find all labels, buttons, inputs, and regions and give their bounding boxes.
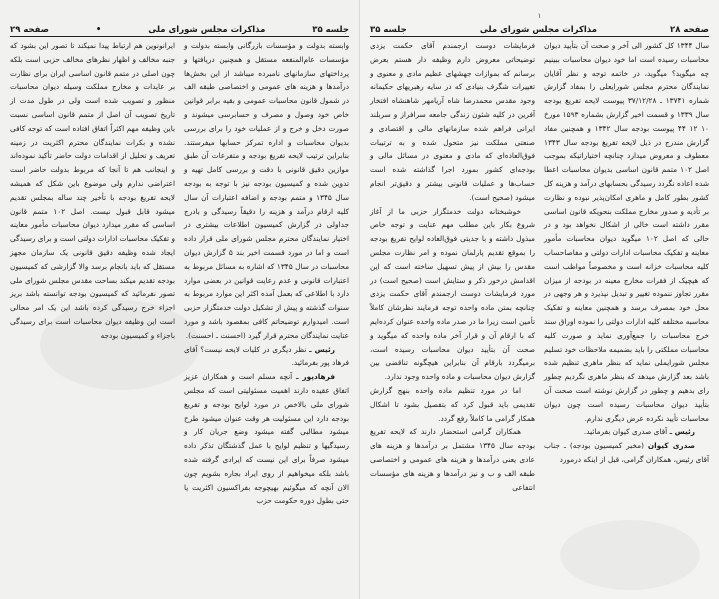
top-mark: ۱ <box>537 12 542 20</box>
page-header <box>370 23 709 37</box>
paragraph: ایرانونوین هم ارتباط پیدا نمیکند تا تصور این بشود که جنبه مخالف و اظهار نظرهای مخالف حزبی است بلکه چون اصلی در متمم قانون اساسی ایران برای نظارت بر عایدات و مخارج مملکت وسیله دیوان محاسبات منظور و تصویب شده است ولی در طول مدت از تاریخ تصویب آن اصل از متمم قانون اساسی نسبت باین وظیفه مهم اکثراً اتفاق افتاده است که توجه کافی نشده و بکرات نمایندگان محترم اکثریت در زمینه تعریف و تحلیل از اقدامات دولت حاضر تأکید نموده‌اند و اینجانب هم تا آنجا که مربوط بدولت حاضر است اعتراضی ندارم ولی موضوع باین شکل که همیشه لایحه تفریغ بودجه با تأخیر چند ساله بمجلس تقدیم میشود قابل قبول نیست. اصل ۱۰۲ متمم قانون اساسی که مقرر میدارد دیوان محاسبات مأمور معاینه و تفکیک محاسبات ادارات دولتی است و برای رسیدگی ایجاد شده وظیفه دقیق قانونی یک سازمان مجهز مستقل که باید بانجام برسد والا گزارشی که کمیسیون بودجه تقدیم میکند بساحت مقدس مجلس شورای ملی تصور نفرمائید که کمیسیون بودجه توانسته باشد بریز اجزاء خرج رسیدگی کرده باشد این یک امر محالی است این وظیفه دیوان محاسبات است برای رسیدگی باجزاء و کمیسیون بودجه <box>10 41 175 340</box>
page-number: صفحه ۲۸ <box>670 25 709 35</box>
page-header <box>10 23 349 37</box>
speaker-name: رئیس ـ <box>309 344 335 354</box>
paragraph: خوشبختانه دولت خدمتگزار حزبی ما از آغاز شروع بکار باین مطلب مهم عنایت و توجه خاص مبذول داشته و با جدیتی فوق‌العاده لوایح تفریغ بودجه را بموقع تقدیم پارلمان نموده و امر نظارت مجلس مقدس را بیش از پیش تسهیل ساخته است که این اقدامش درخور ذکر و ستایش است (صحیح است) در مورد فرمایشات دوست ارجمندم آقای حکمت یزدی چنانچه بمتن ماده واحده توجه فرمایند نظرشان کاملاً تأمین است زیرا ما در صدر ماده واحده عنوان کرده‌ایم که با ارقام آن و قرار آخر ماده واحده که میگوید و صحت آن بتأیید دیوان محاسبات رسیده است، برمیگردد بارقام آن بنابراین هیچگونه تناقضی بین گزارش دیوان محاسبات و ماده واحده وجود ندارد. <box>370 206 535 382</box>
center-mark: • <box>95 25 102 35</box>
running-title: مذاکرات مجلس شورای ملی <box>148 25 266 35</box>
session-label: جلسه ۳۵ <box>370 25 407 35</box>
paragraph: سال ۱۳۴۴ کل کشور الی آخر و صحت آن بتأیید دیوان محاسبات رسیده است اما خود دیوان محاسبات ببینیم چه میگوید؟ میگوید، در خاتمه توجه و نظر آقایان نمایندگان محترم مجلس شورایعلی را بمفاد گزارش شماره ۱۳۷۴۱ ـ ۳۷/۱۲/۲۸ پیوست لایحه تفریغ بودجه سال ۱۳۳۹ و قسمت اخیر گزارش بشماره ۱۵۹۳ مورخ ۱۰ ۱۲ ۴۴ پیوست بودجه سال ۱۳۴۲ و همچنین مفاد گزارش مندرج در ذیل لایحه تفریغ بودجه سال ۱۳۴۳ معطوف و معروض میدارد چنانچه اختیاراتیکه بموجب اصل ۱۰۲ متمم قانون اساسی بدیوان محاسبات اعطا شده اعاده نگردد رسیدگی بحسابهای درآمد و هزینه کل کشور بطور کامل و ماهری امکان‌پذیر نبوده و نظارت بر تأدیه و صدور مخارج مملکت بنحویکه قانون اساسی مقرر داشته است خالی از اشکال نخواهد بود و در حالی که اصل ۱۰۲ میگوید دیوان محاسبات مأمور معاینه و تفکیک محاسبات ادارات دولتی و مفاصاحساب کلیه محاسبات خزانه است و مخصوصاً مواظب است که هیچیک از فقرات مخارج معینه در بودجه از میزان مقرر تجاوز ننموده تغییر و تبدیل نپذیرد و هر وجهی در محل خود بمصرف برسد و همچنین معاینه و تفکیک محاسبه مختلفه کلیه ادارات دولتی را نموده اوراق سند خرج محاسبات را جمع‌آوری نماید و صورت کلیه محاسبات مملکتی را باید بضمیمه ملاحظات خود تسلیم مجلس شورایملی نماید که بنظر ماهری تنظیم شده باشد بعد گزارش میدهد که بنظر ماهری نگردیم چطور رای بدهیم و چطور در گزارش نوشته است صحت آن بتأیید دیوان محاسبات رسیده است چون دیوان محاسبات تأیید نکرده عرض دیگری ندارم. <box>544 41 710 423</box>
paragraph <box>544 439 709 467</box>
paragraph: فرمایشات دوست ارجمندم آقای حکمت یزدی توضیحاتی معروض دارم وظیفه دار هستم بعرض برسانم که بموازات جهشهای عظیم مادی و معنوی و تغییرات شگرف بنیادی که در سایه رهبریهای حکیمانه وجود مقدس محمدرضا شاه آریامهر شاهنشاه افتخار آفرین در کلیه شئون زندگی جامعه سرافراز و سربلند ایرانی فراهم شده سازمانهای مالی و اقتصادی و صنعتی مملکت نیز متحول شده و به ترتیبات فوق‌العاده‌ای که مادی و معنوی در مسائل مالی و بودجه‌ای کشور بمورد اجرا گذاشته شده است حساب‌ها و عملیات قانونی بیشتر و دقیق‌تر انجام میشود (صحیح است). <box>370 41 535 202</box>
paragraph <box>544 425 709 439</box>
column-left <box>370 39 535 589</box>
speaker-name: فرهادپور ـ <box>295 372 336 382</box>
column-left <box>10 39 175 589</box>
page-number: صفحه ۲۹ <box>10 25 49 35</box>
running-title: مذاکرات مجلس شورای ملی <box>479 25 597 35</box>
column-right <box>184 39 349 589</box>
speech-text: آقای صدری کیوان بفرمائید. <box>583 427 668 437</box>
speech-text: آنچه مسلم است و همکاران عزیز اتفاق عقیده دارند اهمیت مسئولیتی است که مجلس شورای ملی بالاخص در مورد لوایح بودجه و تفریغ بودجه دارد این مسئولیت هر وقت عنوان میشود طرح میشود مطالبی گفته میشود وضع جریان کار و رسیدگیها و تنظیم لوایح با عمل گذشتگان تذکر داده میشود صرفاً برای این نیست که ایرادی گرفته شده باشد بلکه میخواهیم از روی ایراد بجاره بشویم چون الان آنچه که میگوئیم بهیچوجه بفراکسیون اکثریت یا حتی بطول دوره حکومت حزب <box>184 372 349 506</box>
speech-text: نظر دیگری در کلیات لایحه نیست؟ آقای فرهاد پور بفرمائید. <box>184 344 349 368</box>
session-label: جلسه ۳۵ <box>312 25 349 35</box>
speaker-name: صدری کیوان <box>647 441 695 451</box>
column-right <box>544 39 709 589</box>
paragraph <box>184 370 349 508</box>
paragraph: همکاران گرامی استحضار دارند که لایحه تفریغ بودجه سال ۱۳۴۵ مشتمل بر درآمدها و هزینه های عادی یعنی درآمدها و هزینه های عمومی و اختصاصی طبقه الف و ب و نیز درآمدها و هزینه های مؤسسات انتفاعی <box>370 427 535 492</box>
paragraph: وابسته بدولت و مؤسسات بازرگانی وابسته بدولت و مؤسسات عام‌المنفعه مستقل و همچنین دریافتها و پرداختهای سازمانهای نامبرده میباشد از این بخش‌ها درآمدها و هزینه های عمومی و اختصاصی طبقه الف در شمول قانون محاسبات عمومی و بقیه برابر قوانین خاص خود وصول و مصرف و حسابرسی میشوند و صورت دخل و خرج و از عملیات خود را برای بررسی بدیوان محاسبات و اداره تمرکز حسابها میفرستند. بنابراین ترتیب لایحه تفریغ بودجه و متفرعات آن طبق موازین دقیق قانونی با دقت و بررسی کامل تهیه و تدوین شده و کمیسیون بودجه نیز با توجه به بودجه سال ۱۳۴۵ و متمم بودجه و اضافه اعتبارات آن سال کلیه ارقام درآمد و هزینه را دقیقاً رسیدگی و بادرج جداولی در گزارش کمیسیون اطلاعات بیشتری در اختیار نمایندگان محترم مجلس شورای ملی قرار داده است و اما در مورد قسمت اخیر بند ۵ گزارش دیوان محاسبات در سال ۱۳۴۵ که اشاره به مسائل مربوط به اعتبارات قانونی و عدم رعایت قوانین در بعضی موارد دارد با اطلاعی که بعمل آمده اکثر این موارد مربوط به سنوات گذشته و پیش از تشکیل دولت خدمتگزار حزبی است. امیدوارم توضیحاتم کافی بمقصود باشد و مورد عنایت نمایندگان محترم قرار گیرد (احسنت ـ احسنت). <box>184 41 350 340</box>
paragraph: اما در مورد تنظیم ماده واحده بنهج گزارش تقدیمی باید قبول کرد که بتفصیل بشود تا اشکال همکار گرامی ما کاملاً رفع گردد. <box>370 385 535 423</box>
page-28 <box>360 0 719 599</box>
speech-text: (مخبر کمیسیون بودجه) ـ جناب آقای رئیس، همکاران گرامی، قبل از اینکه درمورد <box>544 441 709 464</box>
speaker-name: رئیس ـ <box>669 427 695 437</box>
text-columns <box>10 39 349 589</box>
text-columns <box>370 39 709 589</box>
paragraph <box>184 343 349 371</box>
